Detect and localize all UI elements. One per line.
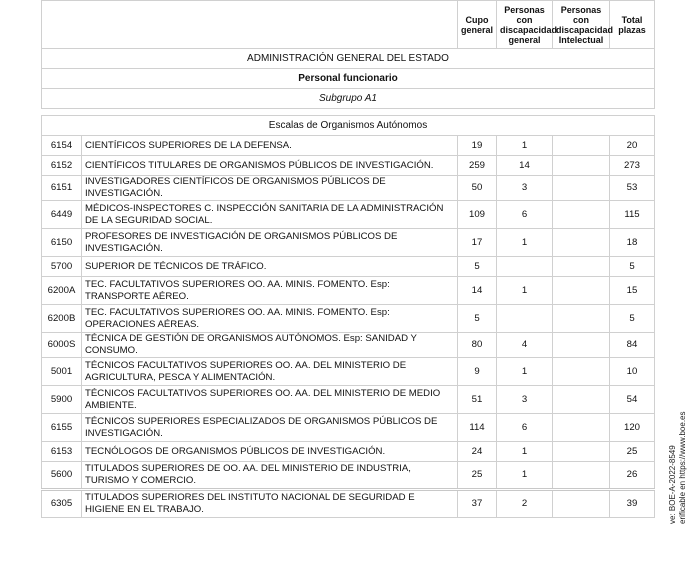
row-cupo-general: 114 [458, 414, 497, 442]
row-total: 120 [610, 414, 655, 442]
row-disc-general: 6 [497, 201, 553, 229]
row-disc-general: 1 [497, 277, 553, 305]
row-cupo-general: 9 [458, 358, 497, 386]
table-row [42, 442, 655, 462]
side-note-line1: ve: BOE-A-2022-8549 [668, 445, 677, 524]
row-cupo-general: 50 [458, 176, 497, 201]
row-cupo-general: 80 [458, 333, 497, 358]
row-cupo-general: 109 [458, 201, 497, 229]
row-code: 6449 [42, 201, 82, 229]
row-code: 6151 [42, 176, 82, 201]
row-total: 18 [610, 229, 655, 257]
row-name: TITULADOS SUPERIORES DE OO. AA. DEL MINISTERIO DE INDUSTRIA, TURISMO Y COMERCIO. [82, 462, 458, 490]
row-disc-general: 2 [497, 490, 553, 518]
header-blank [42, 1, 458, 49]
personal-title: Personal funcionario [42, 69, 655, 89]
row-code: 5001 [42, 358, 82, 386]
row-disc-general: 3 [497, 176, 553, 201]
header-disc-intelectual: Personas con discapacidad Intelectual [553, 1, 610, 49]
admin-title: ADMINISTRACIÓN GENERAL DEL ESTADO [42, 49, 655, 69]
header-cupo-general: Cupo general [458, 1, 497, 49]
row-disc-intelectual [553, 386, 610, 414]
row-code: 6305 [42, 490, 82, 518]
row-total: 5 [610, 305, 655, 333]
row-disc-general: 1 [497, 462, 553, 490]
row-code: 5600 [42, 462, 82, 490]
row-name: TEC. FACULTATIVOS SUPERIORES OO. AA. MINIS. FOMENTO. Esp: OPERACIONES AÉREAS. [82, 305, 458, 333]
row-code: 6000S [42, 333, 82, 358]
table-row [42, 277, 655, 305]
table-row [42, 257, 655, 277]
row-cupo-general: 37 [458, 490, 497, 518]
subgrupo-row [42, 89, 655, 109]
row-name: PROFESORES DE INVESTIGACIÓN DE ORGANISMOS PÚBLICOS DE INVESTIGACIÓN. [82, 229, 458, 257]
row-cupo-general: 259 [458, 156, 497, 176]
row-disc-intelectual [553, 305, 610, 333]
row-code: 6154 [42, 136, 82, 156]
row-disc-general: 6 [497, 414, 553, 442]
escalas-row [42, 116, 655, 136]
row-disc-intelectual [553, 176, 610, 201]
row-cupo-general: 5 [458, 305, 497, 333]
row-code: 5900 [42, 386, 82, 414]
row-code: 6200A [42, 277, 82, 305]
personal-row [42, 69, 655, 89]
admin-row [42, 49, 655, 69]
row-disc-intelectual [553, 442, 610, 462]
row-name: TECNÓLOGOS DE ORGANISMOS PÚBLICOS DE INVESTIGACIÓN. [82, 442, 458, 462]
document-page [41, 0, 654, 518]
row-disc-intelectual [553, 229, 610, 257]
row-disc-intelectual [553, 201, 610, 229]
escalas-title: Escalas de Organismos Autónomos [42, 116, 655, 136]
row-disc-general: 1 [497, 229, 553, 257]
row-name: TÉCNICOS FACULTATIVOS SUPERIORES OO. AA. DEL MINISTERIO DE MEDIO AMBIENTE. [82, 386, 458, 414]
row-total: 26 [610, 462, 655, 490]
row-disc-general: 3 [497, 386, 553, 414]
table-row [42, 229, 655, 257]
row-total: 273 [610, 156, 655, 176]
row-disc-intelectual [553, 136, 610, 156]
row-cupo-general: 5 [458, 257, 497, 277]
row-code: 6200B [42, 305, 82, 333]
table-row [42, 462, 655, 490]
row-name: MÉDICOS-INSPECTORES C. INSPECCIÓN SANITARIA DE LA ADMINISTRACIÓN DE LA SEGURIDAD SOCIAL. [82, 201, 458, 229]
row-total: 39 [610, 490, 655, 518]
row-name: TÉCNICOS FACULTATIVOS SUPERIORES OO. AA. DEL MINISTERIO DE AGRICULTURA, PESCA Y ALIMENTACIÓN. [82, 358, 458, 386]
row-code: 6155 [42, 414, 82, 442]
row-disc-intelectual [553, 414, 610, 442]
row-cupo-general: 25 [458, 462, 497, 490]
table-row [42, 305, 655, 333]
row-disc-general: 14 [497, 156, 553, 176]
row-disc-general: 4 [497, 333, 553, 358]
row-disc-intelectual [553, 257, 610, 277]
table-row [42, 386, 655, 414]
subgrupo-title: Subgrupo A1 [42, 89, 655, 109]
table-row [42, 358, 655, 386]
row-cupo-general: 17 [458, 229, 497, 257]
row-name: CIENTÍFICOS SUPERIORES DE LA DEFENSA. [82, 136, 458, 156]
table-row [42, 201, 655, 229]
row-total: 53 [610, 176, 655, 201]
rows-body [42, 136, 655, 518]
row-disc-general: 1 [497, 358, 553, 386]
table-row [42, 136, 655, 156]
row-disc-general [497, 257, 553, 277]
row-name: SUPERIOR DE TÉCNICOS DE TRÁFICO. [82, 257, 458, 277]
row-disc-general: 1 [497, 442, 553, 462]
table-row [42, 490, 655, 518]
spacer-row [42, 109, 655, 116]
header-total: Total plazas [610, 1, 655, 49]
table-row [42, 333, 655, 358]
table-row [42, 176, 655, 201]
row-total: 10 [610, 358, 655, 386]
row-total: 5 [610, 257, 655, 277]
row-code: 6152 [42, 156, 82, 176]
row-code: 5700 [42, 257, 82, 277]
plazas-table [41, 0, 655, 518]
side-note-line2: erificable en https://www.boe.es [678, 411, 687, 524]
row-total: 25 [610, 442, 655, 462]
row-cupo-general: 14 [458, 277, 497, 305]
row-total: 15 [610, 277, 655, 305]
row-name: TEC. FACULTATIVOS SUPERIORES OO. AA. MINIS. FOMENTO. Esp: TRANSPORTE AÉREO. [82, 277, 458, 305]
row-name: TITULADOS SUPERIORES DEL INSTITUTO NACIONAL DE SEGURIDAD E HIGIENE EN EL TRABAJO. [82, 490, 458, 518]
row-cupo-general: 24 [458, 442, 497, 462]
header-disc-general: Personas con discapacidad general [497, 1, 553, 49]
row-disc-intelectual [553, 462, 610, 490]
row-disc-intelectual [553, 358, 610, 386]
row-name: CIENTÍFICOS TITULARES DE ORGANISMOS PÚBLICOS DE INVESTIGACIÓN. [82, 156, 458, 176]
row-name: INVESTIGADORES CIENTÍFICOS DE ORGANISMOS PÚBLICOS DE INVESTIGACIÓN. [82, 176, 458, 201]
row-disc-intelectual [553, 156, 610, 176]
row-total: 115 [610, 201, 655, 229]
row-total: 54 [610, 386, 655, 414]
row-disc-general: 1 [497, 136, 553, 156]
row-disc-intelectual [553, 277, 610, 305]
row-disc-intelectual [553, 333, 610, 358]
row-total: 84 [610, 333, 655, 358]
row-name: TÉCNICOS SUPERIORES ESPECIALIZADOS DE ORGANISMOS PÚBLICOS DE INVESTIGACIÓN. [82, 414, 458, 442]
side-note [664, 406, 688, 526]
row-disc-general [497, 305, 553, 333]
header-row [42, 1, 655, 49]
row-total: 20 [610, 136, 655, 156]
row-cupo-general: 51 [458, 386, 497, 414]
row-disc-intelectual [553, 490, 610, 518]
row-code: 6153 [42, 442, 82, 462]
row-cupo-general: 19 [458, 136, 497, 156]
row-code: 6150 [42, 229, 82, 257]
table-row [42, 414, 655, 442]
table-row [42, 156, 655, 176]
row-name: TÉCNICA DE GESTIÓN DE ORGANISMOS AUTÓNOMOS. Esp: SANIDAD Y CONSUMO. [82, 333, 458, 358]
